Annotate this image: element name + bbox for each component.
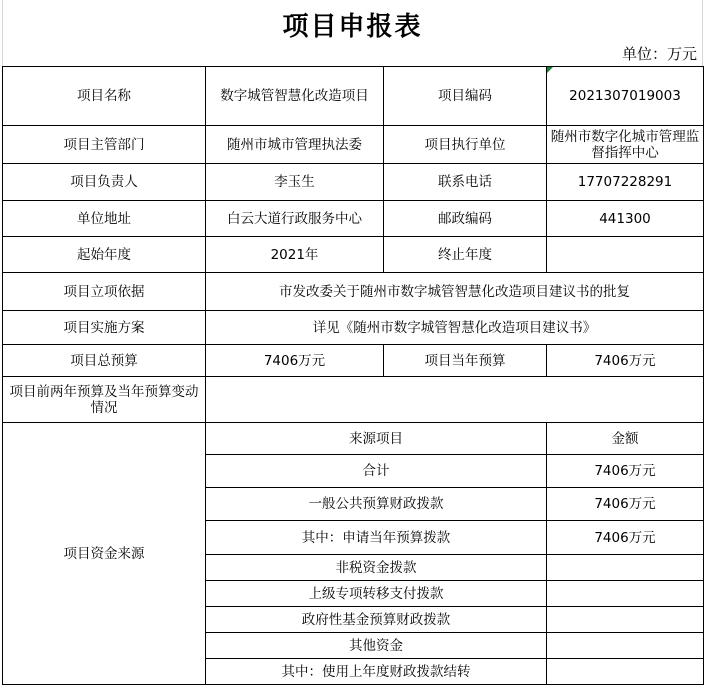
postal-value[interactable]: 441300 bbox=[547, 201, 704, 237]
postal-label: 邮政编码 bbox=[384, 201, 547, 237]
year-budget-value[interactable]: 7406万元 bbox=[547, 345, 704, 377]
project-code-value[interactable]: 2021307019003 bbox=[547, 67, 704, 126]
table-row bbox=[3, 273, 704, 311]
fund-source-item: 其中：使用上年度财政拨款结转 bbox=[206, 659, 547, 685]
basis-label: 项目立项依据 bbox=[3, 273, 206, 311]
dept-value[interactable]: 随州市城市管理执法委 bbox=[206, 126, 384, 164]
budget-change-label: 项目前两年预算及当年预算变动情况 bbox=[3, 377, 206, 423]
total-budget-label: 项目总预算 bbox=[3, 345, 206, 377]
table-row bbox=[3, 164, 704, 201]
fund-source-item: 上级专项转移支付拨款 bbox=[206, 581, 547, 607]
leader-label: 项目负责人 bbox=[3, 164, 206, 201]
phone-label: 联系电话 bbox=[384, 164, 547, 201]
plan-value[interactable]: 详见《随州市数字城管智慧化改造项目建议书》 bbox=[206, 311, 704, 345]
cell-comment-marker-icon bbox=[547, 67, 553, 73]
phone-value[interactable]: 17707228291 bbox=[547, 164, 704, 201]
fund-amount-item[interactable]: 7406万元 bbox=[547, 455, 704, 488]
fund-amount-item[interactable] bbox=[547, 633, 704, 659]
fund-amount-item[interactable] bbox=[547, 581, 704, 607]
unit-label: 单位：万元 bbox=[621, 45, 697, 63]
table-row bbox=[3, 311, 704, 345]
budget-change-value[interactable] bbox=[206, 377, 704, 423]
table-row bbox=[3, 237, 704, 273]
table-row bbox=[3, 67, 704, 126]
table-row bbox=[3, 345, 704, 377]
dept-label: 项目主管部门 bbox=[3, 126, 206, 164]
end-year-value[interactable] bbox=[547, 237, 704, 273]
total-budget-value[interactable]: 7406万元 bbox=[206, 345, 384, 377]
start-year-label: 起始年度 bbox=[3, 237, 206, 273]
exec-unit-label: 项目执行单位 bbox=[384, 126, 547, 164]
fund-amount-item[interactable] bbox=[547, 607, 704, 633]
fund-source-item: 非税资金拨款 bbox=[206, 555, 547, 581]
fund-amount-item[interactable]: 7406万元 bbox=[547, 488, 704, 521]
fund-source-item: 合计 bbox=[206, 455, 547, 488]
project-form-table bbox=[2, 66, 704, 685]
table-row bbox=[3, 201, 704, 237]
year-budget-label: 项目当年预算 bbox=[384, 345, 547, 377]
project-name-value[interactable]: 数字城管智慧化改造项目 bbox=[206, 67, 384, 126]
fund-amount-header: 金额 bbox=[547, 423, 704, 455]
fund-source-item: 政府性基金预算财政拨款 bbox=[206, 607, 547, 633]
plan-label: 项目实施方案 bbox=[3, 311, 206, 345]
fund-amount-item[interactable] bbox=[547, 555, 704, 581]
fund-amount-item[interactable] bbox=[547, 659, 704, 685]
end-year-label: 终止年度 bbox=[384, 237, 547, 273]
fund-source-item: 一般公共预算财政拨款 bbox=[206, 488, 547, 521]
exec-unit-value[interactable]: 随州市数字化城市管理监督指挥中心 bbox=[547, 126, 704, 164]
table-row bbox=[3, 126, 704, 164]
address-value[interactable]: 白云大道行政服务中心 bbox=[206, 201, 384, 237]
fund-source-header: 来源项目 bbox=[206, 423, 547, 455]
project-name-label: 项目名称 bbox=[3, 67, 206, 126]
basis-value[interactable]: 市发改委关于随州市数字城管智慧化改造项目建议书的批复 bbox=[206, 273, 704, 311]
form-title: 项目申报表 bbox=[282, 12, 423, 42]
start-year-value[interactable]: 2021年 bbox=[206, 237, 384, 273]
leader-value[interactable]: 李玉生 bbox=[206, 164, 384, 201]
table-row bbox=[3, 423, 704, 455]
address-label: 单位地址 bbox=[3, 201, 206, 237]
fund-amount-item[interactable]: 7406万元 bbox=[547, 521, 704, 555]
fund-source-item: 其他资金 bbox=[206, 633, 547, 659]
project-code-label: 项目编码 bbox=[384, 67, 547, 126]
fund-source-item: 其中：申请当年预算拨款 bbox=[206, 521, 547, 555]
table-row bbox=[3, 377, 704, 423]
fund-source-label: 项目资金来源 bbox=[3, 423, 206, 685]
